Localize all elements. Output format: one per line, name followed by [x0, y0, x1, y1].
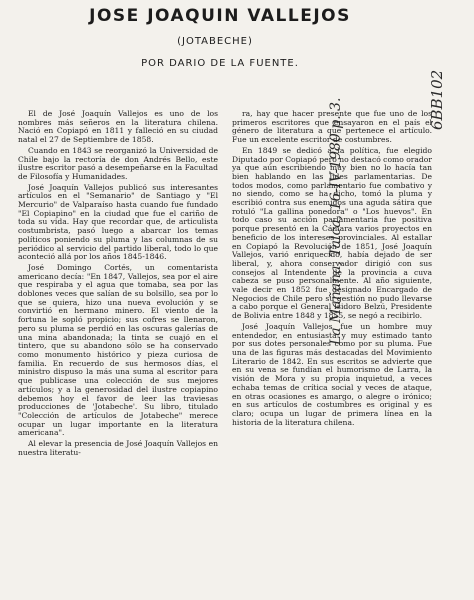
article-byline: POR DARIO DE LA FUENTE. [141, 58, 299, 69]
paragraph: En 1849 se dedicó a la política, fue elegido Diputado por Copiapó pero no destacó como orador ya que aún escribiendo muy bien no lo hacía tan bien hablando en las lides parlamentarias. De todos modos, como parlamentario fue combativo y no siendo, como se ha dicho, tomó la pluma y escribió contra sus enemigos una aguda sátira que rotuló "La gallina ponedora" o "Los huevos". En todo caso su acción parlamentaria fue positiva porque presentó en la Cámara varios proyectos en beneficio de los intereses provinciales. Al estallar en Copiapó la Revolución de 1851, José Joaquín Vallejos, varió enriquecido, había dejado de ser liberal, y, ahora conservador dirigió con sus consejos al Intendente de la provincia a cuva cabeza se puso personalmente. Al año siguiente, vale decir en 1852 fue designado Encargado de Negocios de Chile pero su gestión no pudo llevarse a cabo porque el General Isidoro Belzú, Presidente de Bolivia entre 1848 y 1855, se negó a recibirlo. [232, 145, 432, 321]
handwritten-source-note: La Mañana, Talca, 16-IV-1980 p. 3. [328, 97, 344, 345]
paragraph: José Joaquín Vallejos fue un hombre muy entendedor, en entusiasta y muy estimado tanto por sus dotes personales como por su pluma. Fue una de las figuras más destacadas del Movimiento Literario de 1842. En sus escritos se advierte que en su vena se fundían el humorismo de Larra, la visión de Mora y su propia inquietud, a veces echaba temas de crítica social y veces de ataque, en otras ocasiones es amargo, o alegre o irónico; en sus artículos de costumbres es original y es claro; ocupa un lugar de primera línea en la historia de la literatura chilena. [232, 321, 432, 427]
paragraph: ra, hay que hacer presente que fue uno de los primeros escritores que ensayaron en el país el género de literatura a que pertenece el artículo. Fue un excelente escritor de costumbres. [232, 110, 432, 145]
paragraph: El de José Joaquín Vallejos es uno de los nombres más señeros en la literatura chilena. Nació en Copiapó en 1811 y falleció en su ciudad natal el 27 de Septiembre de 1858. [18, 110, 218, 145]
paragraph: Al elevar la presencia de José Joaquín Vallejos en nuestra literatu- [18, 439, 218, 457]
article-subtitle: (JOTABECHE) [177, 36, 253, 47]
article-title: JOSE JOAQUIN VALLEJOS [89, 6, 351, 26]
archive-stamp: 6BB102 [428, 69, 446, 130]
paragraph: José Domingo Cortés, un comentarista americano decía: "En 1847, Vallejos, sea por el aire que respiraba y el agua que tomaba, sea por las doblones veces que salían de su bolsillo, sea por lo que se quiera, hizo una nueva evolución y se convirtió en hermano minero. El viento de la fortuna le sopló propicio; sus cofres se llenaron, pero su pluma se perdió en las oscuras galerías de una mina abandonada; la tinta se cuajó en el tintero, que su abandono sólo se ha conservado como monumento histórico y pieza curiosa de familia. En recuerdo de sus hermosos días, el ministro dispuso la más una suma al escritor para que publicase una colección de sus mejores artículos; y a la generosidad del ilustre copiapino debemos hoy el favor de leer las traviesas producciones de 'Jotabeche'. Su libro, titulado "Colección de artículos de Jotabeche" merece ocupar un lugar importante en la literatura americana". [18, 262, 218, 438]
paragraph: Cuando en 1843 se reorganizó la Universidad de Chile bajo la rectoría de don Andrés Bello, este ilustre escritor pasó a desempeñarse en la Facultad de Filosofía y Humanidades. [18, 145, 218, 181]
left-column [18, 110, 218, 598]
paragraph: José Joaquín Vallejos publicó sus interesantes artículos en el "Semanario" de Santiago y "El Mercurio" de Valparaíso hasta cuando fue fundado "El Copiapino" en la ciudad que fue el cariño de toda su vida. Hay que recordar que, de articulista costumbrista, pasó luego a abarcar los temas políticos poniendo su pluma y las columnas de su periódico al servicio del partido liberal, todo lo que aconteció allá por los años 1845-1846. [18, 182, 218, 262]
